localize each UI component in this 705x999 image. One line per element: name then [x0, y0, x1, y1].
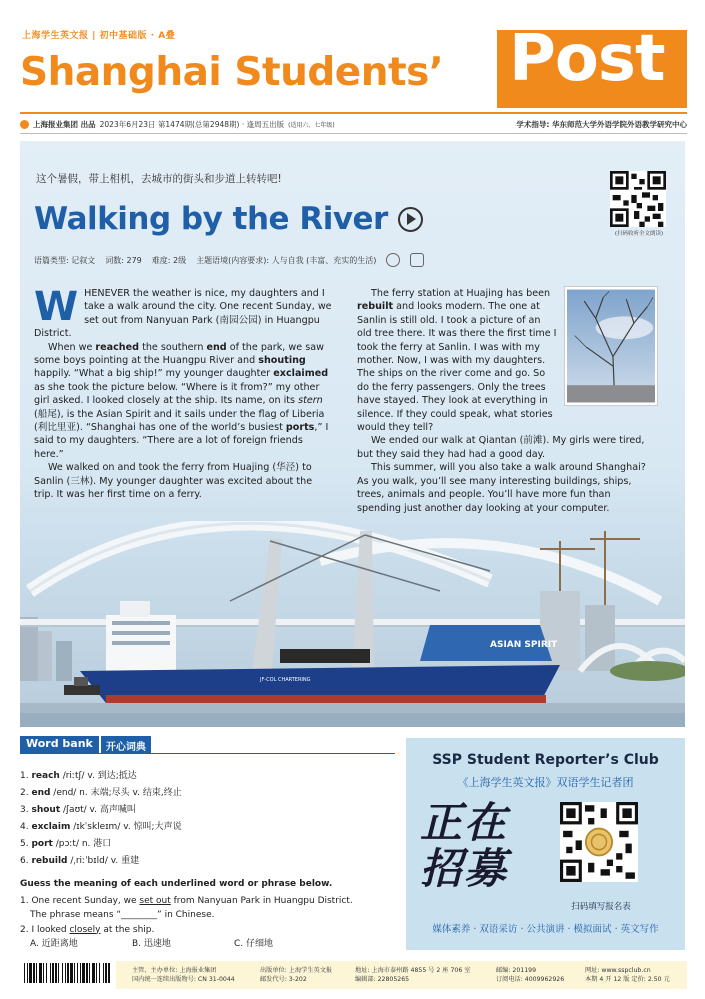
paragraph-1	[34, 284, 334, 341]
list-item: 6. rebuild /ˌriːˈbɪld/ v. 重建	[20, 856, 140, 866]
page-footer	[20, 961, 687, 989]
p2-text-g: (船尾), is the Asian Spirit and it sails under the flag of Liberia (利比里亚). “Shanghai has one of the world’s busiest	[34, 408, 325, 434]
masthead-post-box	[497, 22, 687, 108]
p2-text-e: happily. “What a big ship!” my younger daughter	[34, 368, 274, 380]
audio-qr-caption: (扫码收听全文朗读)	[614, 231, 664, 237]
guess-q1: 1. One recent Sunday, we set out from Nanyuan Park in Huangpu District.	[20, 895, 353, 906]
masthead-topline: 上海学生英文报 | 初中基础版 · A叠	[22, 31, 176, 41]
guess-q2: 2. I looked closely at the ship.	[20, 924, 155, 935]
masthead-post: Post	[509, 22, 665, 96]
publisher: 上海报业集团 出品	[33, 120, 96, 129]
keyword-rebuilt: rebuilt	[357, 301, 394, 313]
p2-text-f: as she took the picture below. “Where is it from?” my other girl asked. I looked closely at the ship. Its name, on its	[34, 381, 320, 407]
p4-text-a: The ferry station at Huajing has been	[371, 288, 551, 299]
play-circle-icon[interactable]	[398, 207, 423, 232]
ship-hull-text: JF-COL CHARTERING	[260, 677, 311, 683]
keyword-reached: reached	[95, 341, 140, 353]
p4-text-c: and looks modern. The one at Sanlin is still old. I took a picture of an old tree there. It was there the first time I took the ferry at Sanlin. I was with my mother. Now, I was with my daughters. The ships on the river come and go. So do the ferry passengers. Only the trees have stayed. They look at everything in silence. If they could speak, what stories would they tell?	[357, 301, 557, 434]
club-recruiting	[420, 800, 508, 892]
keyword-end: end	[206, 341, 227, 353]
headphones-icon[interactable]	[386, 253, 400, 267]
footer-col-3: 地址: 上海市泰州路 4855 号 2 座 706 室 编辑部: 22805265	[355, 967, 471, 983]
feature-lead: 这个暑假，带上相机，去城市的街头和步道上转转吧!	[36, 173, 282, 185]
footer-col-4: 邮编: 201199 订阅电话: 4009962926	[496, 967, 565, 983]
guess-q2-options	[20, 937, 400, 952]
feature-headline	[34, 201, 423, 237]
club-scan-text: 扫码填写报名表	[571, 902, 631, 912]
masthead-infoline	[20, 119, 687, 130]
reporter-club-ad	[406, 738, 685, 950]
paragraph-5: We ended our walk at Qiantan (前滩). My girls were tired, but they said they had had a good day.	[357, 435, 645, 460]
club-big-line-2: 招募	[420, 844, 509, 893]
list-item: 3. shout /ʃaʊt/ v. 高声喊叫	[20, 805, 136, 815]
underlined-closely: closely	[69, 924, 101, 935]
ship-name-label: ASIAN SPIRIT	[490, 640, 558, 650]
paragraph-2	[34, 341, 334, 462]
keyword-stern: stern	[298, 395, 323, 407]
word-bank-list	[20, 768, 182, 870]
audio-qr-code[interactable]	[610, 171, 666, 227]
guess-heading: Guess the meaning of each underlined word or phrase below.	[20, 879, 333, 889]
option-c[interactable]: C. 仔细地	[234, 939, 274, 949]
list-item: 2. end /end/ n. 末端;尽头 v. 结束,终止	[20, 788, 182, 798]
old-tree-photo	[565, 287, 657, 405]
masthead-rule	[20, 112, 687, 114]
p2-text-h: ,” I said to my daughters. “There are a lot of foreign friends here.”	[34, 422, 329, 460]
option-a[interactable]: A. 近距离地	[30, 939, 78, 949]
keyword-exclaimed: exclaimed	[273, 368, 329, 380]
article-column-left	[34, 284, 334, 502]
keyword-shouting: shouting	[258, 355, 306, 367]
footer-col-1: 主管、主办单位: 上海报业集团 国内统一连续出版物号: CN 31-0044	[132, 967, 235, 983]
guess-exercise	[20, 877, 400, 952]
footer-col-2: 出版单位: 上海学生英文报 邮发代号: 3-202	[260, 967, 333, 983]
masthead-title: Shanghai Students’	[20, 50, 444, 95]
club-big-line-1: 正在	[420, 798, 509, 847]
list-item: 5. port /pɔːt/ n. 港口	[20, 839, 112, 849]
footer-col-5: 网址: www.sspclub.cn 本期 4 开 12 版 定价: 2.50 元	[585, 967, 670, 983]
academic-advisor: 学术指导: 华东师范大学外语学院外语教学研究中心	[516, 120, 687, 129]
club-title: SSP Student Reporter’s Club	[432, 752, 659, 768]
p2-text-c: the southern	[139, 341, 207, 353]
pencil-icon[interactable]	[410, 253, 424, 267]
publisher-logo-icon	[20, 120, 29, 129]
p2-text-a: When we	[48, 341, 96, 353]
word-bank-title	[20, 736, 151, 753]
paragraph-6: This summer, will you also take a walk around Shanghai? As you walk, you’ll see many interesting buildings, ships, trees, animals and people. You’ll have more fun than spending just another day looking at your computer.	[357, 462, 646, 514]
club-activities: 媒体素养 · 双语采访 · 公共演讲 · 模拟面试 · 英文写作	[432, 924, 659, 935]
p2-text-d: of the park, we saw some boys pointing at the Huangpu River and	[34, 341, 324, 367]
article-column-right	[357, 287, 657, 515]
word-bank-title-en: Word bank	[20, 736, 99, 753]
word-bank-title-cn: 开心词典	[101, 736, 151, 753]
paragraph-1-text: HENEVER the weather is nice, my daughters and I take a walk around the city. One recent Sunday, we set out from Nanyuan Park (南园公园) in Huangpu District.	[34, 288, 332, 340]
option-b[interactable]: B. 迅速地	[132, 939, 171, 949]
guess-q1-blank: The phrase means “________” in Chinese.	[30, 910, 215, 920]
meta-words: 词数: 279	[105, 255, 142, 265]
barcode-icon	[20, 961, 116, 989]
list-item: 1. reach /riːtʃ/ v. 到达;抵达	[20, 771, 137, 781]
tree-photo-image	[567, 289, 655, 403]
issue-info: 2023年6月23日 第1474期(总第2948期) · 逢周五出版	[99, 120, 285, 129]
word-bank-rule	[20, 753, 395, 754]
underlined-set-out: set out	[139, 895, 171, 906]
masthead-rule-thin	[20, 133, 687, 134]
keyword-ports: ports	[285, 422, 315, 434]
signup-qr-code[interactable]	[560, 802, 638, 882]
article-meta	[34, 253, 424, 267]
meta-level: 难度: 2级	[151, 255, 187, 265]
list-item: 4. exclaim /ɪkˈskleɪm/ v. 惊叫;大声说	[20, 822, 182, 832]
edition-info: (适用六、七年级)	[288, 122, 335, 129]
river-ship-photo	[20, 521, 685, 727]
headline-text: Walking by the River	[34, 201, 388, 237]
club-subtitle: 《上海学生英文报》双语学生记者团	[457, 776, 634, 789]
feature-article	[20, 141, 685, 727]
meta-genre: 语篇类型: 记叙文	[34, 255, 96, 265]
meta-theme: 主题语境(内容要求): 人与自我 (丰富、充实的生活)	[196, 255, 377, 265]
dropcap: W	[34, 284, 79, 330]
paragraph-3: We walked on and took the ferry from Huajing (华泾) to Sanlin (三林). My younger daughter was excited about the trip. It was her first time on a ferry.	[34, 462, 313, 501]
